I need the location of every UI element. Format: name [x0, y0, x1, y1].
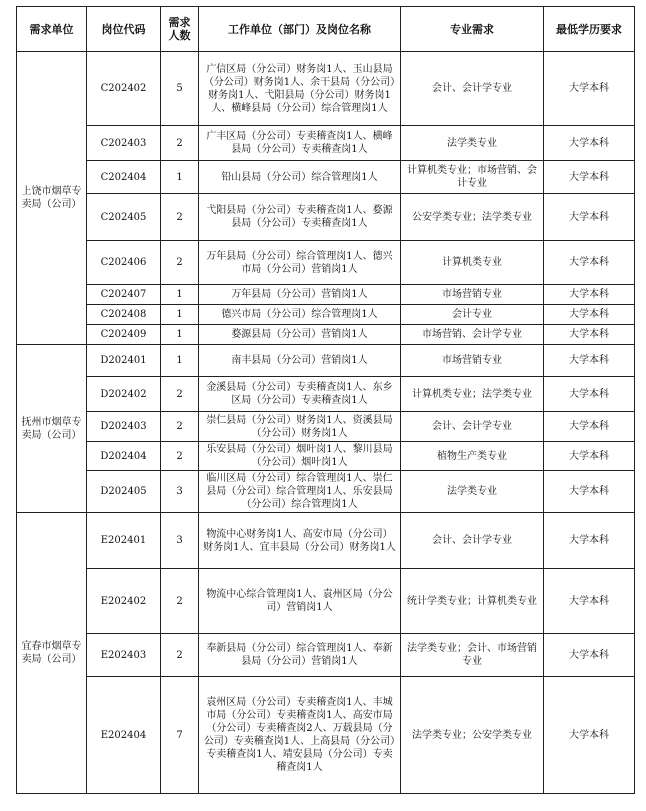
- unit-cell: 抚州市烟草专卖局（公司）: [17, 345, 87, 513]
- count-cell: 7: [161, 677, 199, 794]
- count-cell: 1: [161, 285, 199, 305]
- position-cell: 万年县局（分公司）综合管理岗1人、德兴市局（分公司）营销岗1人: [199, 241, 401, 285]
- count-cell: 5: [161, 52, 199, 126]
- code-cell: C202403: [87, 126, 161, 161]
- education-cell: 大学本科: [544, 285, 635, 305]
- major-cell: 市场营销专业: [401, 285, 544, 305]
- education-cell: 大学本科: [544, 126, 635, 161]
- count-cell: 2: [161, 126, 199, 161]
- education-cell: 大学本科: [544, 412, 635, 442]
- table-row: [17, 161, 635, 194]
- code-cell: D202402: [87, 377, 161, 412]
- position-cell: 崇仁县局（分公司）财务岗1人、资溪县局（分公司）财务岗1人: [199, 412, 401, 442]
- education-cell: 大学本科: [544, 241, 635, 285]
- position-cell: 物流中心财务岗1人、高安市局（分公司）财务岗1人、宜丰县局（分公司）财务岗1人: [199, 513, 401, 569]
- code-cell: C202407: [87, 285, 161, 305]
- table-row: [17, 471, 635, 513]
- education-cell: 大学本科: [544, 677, 635, 794]
- major-cell: 法学类专业；公安学类专业: [401, 677, 544, 794]
- count-cell: 2: [161, 194, 199, 241]
- position-cell: 弋阳县局（分公司）专卖稽查岗1人、婺源县局（分公司）专卖稽查岗1人: [199, 194, 401, 241]
- count-cell: 3: [161, 471, 199, 513]
- education-cell: 大学本科: [544, 471, 635, 513]
- code-cell: E202403: [87, 634, 161, 677]
- position-cell: 万年县局（分公司）营销岗1人: [199, 285, 401, 305]
- position-cell: 德兴市局（分公司）综合管理岗1人: [199, 305, 401, 325]
- code-cell: C202408: [87, 305, 161, 325]
- count-cell: 1: [161, 325, 199, 345]
- major-cell: 统计学类专业；计算机类专业: [401, 569, 544, 634]
- position-cell: 婺源县局（分公司）营销岗1人: [199, 325, 401, 345]
- major-cell: 会计、会计学专业: [401, 52, 544, 126]
- major-cell: 会计专业: [401, 305, 544, 325]
- unit-cell: 上饶市烟草专卖局（公司）: [17, 52, 87, 345]
- table-row: [17, 677, 635, 794]
- position-cell: 金溪县局（分公司）专卖稽查岗1人、东乡区局（分公司）专卖稽查岗1人: [199, 377, 401, 412]
- education-cell: 大学本科: [544, 569, 635, 634]
- table-row: [17, 305, 635, 325]
- education-cell: 大学本科: [544, 161, 635, 194]
- count-cell: 2: [161, 241, 199, 285]
- major-cell: 法学类专业: [401, 126, 544, 161]
- code-cell: D202401: [87, 345, 161, 377]
- table-row: [17, 345, 635, 377]
- major-cell: 计算机类专业: [401, 241, 544, 285]
- count-cell: 2: [161, 412, 199, 442]
- code-cell: D202404: [87, 442, 161, 471]
- count-cell: 2: [161, 569, 199, 634]
- major-cell: 植物生产类专业: [401, 442, 544, 471]
- education-cell: 大学本科: [544, 194, 635, 241]
- code-cell: D202405: [87, 471, 161, 513]
- education-cell: 大学本科: [544, 513, 635, 569]
- header-count: 需求人数: [161, 7, 199, 52]
- count-cell: 2: [161, 634, 199, 677]
- major-cell: 市场营销专业: [401, 345, 544, 377]
- count-cell: 1: [161, 345, 199, 377]
- header-major: 专业需求: [401, 7, 544, 52]
- education-cell: 大学本科: [544, 442, 635, 471]
- table-row: [17, 241, 635, 285]
- position-cell: 物流中心综合管理岗1人、袁州区局（分公司）营销岗1人: [199, 569, 401, 634]
- code-cell: C202402: [87, 52, 161, 126]
- major-cell: 计算机类专业；法学类专业: [401, 377, 544, 412]
- major-cell: 会计、会计学专业: [401, 412, 544, 442]
- position-cell: 袁州区局（分公司）专卖稽查岗1人、丰城市局（分公司）专卖稽查岗1人、高安市局（分公司）专卖稽查岗2人、万载县局（分公司）专卖稽查岗1人、上高县局（分公司）专卖稽查岗1人、靖安县局（分公司）专卖稽查岗1人: [199, 677, 401, 794]
- code-cell: E202404: [87, 677, 161, 794]
- major-cell: 会计、会计学专业: [401, 513, 544, 569]
- table-row: [17, 377, 635, 412]
- header-unit: 需求单位: [17, 7, 87, 52]
- count-cell: 1: [161, 161, 199, 194]
- code-cell: C202405: [87, 194, 161, 241]
- table-row: [17, 194, 635, 241]
- count-cell: 2: [161, 442, 199, 471]
- table-row: [17, 52, 635, 126]
- position-cell: 乐安县局（分公司）烟叶岗1人、黎川县局（分公司）烟叶岗1人: [199, 442, 401, 471]
- table-row: [17, 442, 635, 471]
- major-cell: 计算机类专业；市场营销、会计专业: [401, 161, 544, 194]
- table-row: [17, 412, 635, 442]
- code-cell: C202409: [87, 325, 161, 345]
- position-cell: 南丰县局（分公司）营销岗1人: [199, 345, 401, 377]
- count-cell: 2: [161, 377, 199, 412]
- header-row: [17, 7, 635, 52]
- table-row: [17, 285, 635, 305]
- table-row: [17, 325, 635, 345]
- major-cell: 法学类专业: [401, 471, 544, 513]
- table-row: [17, 126, 635, 161]
- code-cell: E202402: [87, 569, 161, 634]
- position-cell: 广丰区局（分公司）专卖稽查岗1人、横峰县局（分公司）专卖稽查岗1人: [199, 126, 401, 161]
- education-cell: 大学本科: [544, 325, 635, 345]
- major-cell: 法学类专业；会计、市场营销专业: [401, 634, 544, 677]
- code-cell: C202404: [87, 161, 161, 194]
- unit-cell: 宜春市烟草专卖局（公司）: [17, 513, 87, 794]
- education-cell: 大学本科: [544, 634, 635, 677]
- education-cell: 大学本科: [544, 52, 635, 126]
- table-row: [17, 569, 635, 634]
- header-position: 工作单位（部门）及岗位名称: [199, 7, 401, 52]
- count-cell: 1: [161, 305, 199, 325]
- code-cell: E202401: [87, 513, 161, 569]
- code-cell: C202406: [87, 241, 161, 285]
- position-cell: 临川区局（分公司）综合管理岗1人、崇仁县局（分公司）综合管理岗1人、乐安县局（分公司）综合管理岗1人: [199, 471, 401, 513]
- major-cell: 公安学类专业；法学类专业: [401, 194, 544, 241]
- table-row: [17, 634, 635, 677]
- position-cell: 广信区局（分公司）财务岗1人、玉山县局（分公司）财务岗1人、余干县局（分公司）财务岗1人、弋阳县局（分公司）财务岗1人、横峰县局（分公司）综合管理岗1人: [199, 52, 401, 126]
- education-cell: 大学本科: [544, 345, 635, 377]
- table-row: [17, 513, 635, 569]
- code-cell: D202403: [87, 412, 161, 442]
- education-cell: 大学本科: [544, 377, 635, 412]
- header-education: 最低学历要求: [544, 7, 635, 52]
- header-code: 岗位代码: [87, 7, 161, 52]
- position-cell: 奉新县局（分公司）综合管理岗1人、奉新县局（分公司）营销岗1人: [199, 634, 401, 677]
- recruitment-table: [16, 6, 635, 794]
- position-cell: 铅山县局（分公司）综合管理岗1人: [199, 161, 401, 194]
- count-cell: 3: [161, 513, 199, 569]
- major-cell: 市场营销、会计学专业: [401, 325, 544, 345]
- education-cell: 大学本科: [544, 305, 635, 325]
